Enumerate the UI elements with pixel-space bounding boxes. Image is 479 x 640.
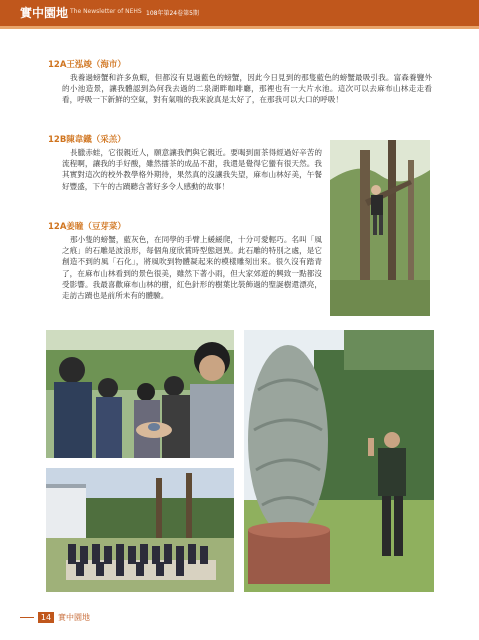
newsletter-title: 實中園地 — [20, 6, 69, 20]
page-number: 14 — [38, 612, 54, 623]
section-heading: 12B陳韋鐵（采羔） — [48, 135, 126, 145]
footer-rule — [20, 617, 34, 618]
newsletter-subtitle: The Newsletter of NEHS — [70, 8, 142, 15]
section-heading: 12A王泓竣（海市） — [48, 60, 126, 70]
section-heading: 12A姜瞳（豆芽菜） — [48, 222, 126, 232]
photo-tree-climbing — [330, 140, 430, 316]
photo-tree-climbing-image — [330, 140, 430, 316]
section-text: 我養過螃蟹和許多魚蝦，但都沒有見過藍色的螃蟹，因此今日見到的那隻藍色的螃蟹最吸引我。富森養鹽外的小池造景，讓我體認到為何我去過的二泉湖畔咖啡廳，那裡也有一大片水池。這次可以去麻布山林走走看看，呼吸一下新鮮的空氣，對有氣喘的我來說真是太好了，在那我可以大口的呼吸！ — [62, 73, 432, 105]
section-text: 長臘赤蛙，它很親近人，願意讓我們與它親近。要喝到面茶得經過好辛苦的流程啊，讓我的手好酸，雖然擂茶的成品不甜，我還是覺得它蠻有很天然。我其實對這次的校外教學格外期待，果然真的沒讓我失望，麻布山林好美，午餐好豐盛，下午的古蹟聽含著好多令人感動的故事！ — [62, 148, 322, 191]
photo-students-crab-image — [46, 330, 234, 458]
section-text: 那小隻的螃蟹，藍灰色，在同學的手臂上緩緩爬，十分可愛輕巧。名叫「風之痕」的石雕是波浪形，每個角度欣賞時型態迥異。此石雕的特別之處，是它創造不到的風「石化」，將風吹到物體凝起來的模樣雕刻出來。很久沒有踏青了，在麻布山林看到的景色很美，雖然下著小雨，但大家郊遊的興致一點都沒受影響。我最喜歡麻布山林的樹，紅色針形的樹葉比裝飾過的聖誕樹還漂亮，走訪古蹟也是前所未有的體驗。 — [62, 235, 322, 301]
photo-sculpture-image — [244, 330, 434, 592]
photo-group-image — [46, 468, 234, 592]
photo-group — [46, 468, 234, 592]
photo-sculpture — [244, 330, 434, 592]
header-divider — [0, 26, 479, 29]
issue-number: 108年第24卷第5期 — [146, 10, 199, 17]
footer-newsletter-name: 實中園地 — [58, 613, 90, 622]
page-header — [0, 0, 479, 26]
photo-students-crab — [46, 330, 234, 458]
